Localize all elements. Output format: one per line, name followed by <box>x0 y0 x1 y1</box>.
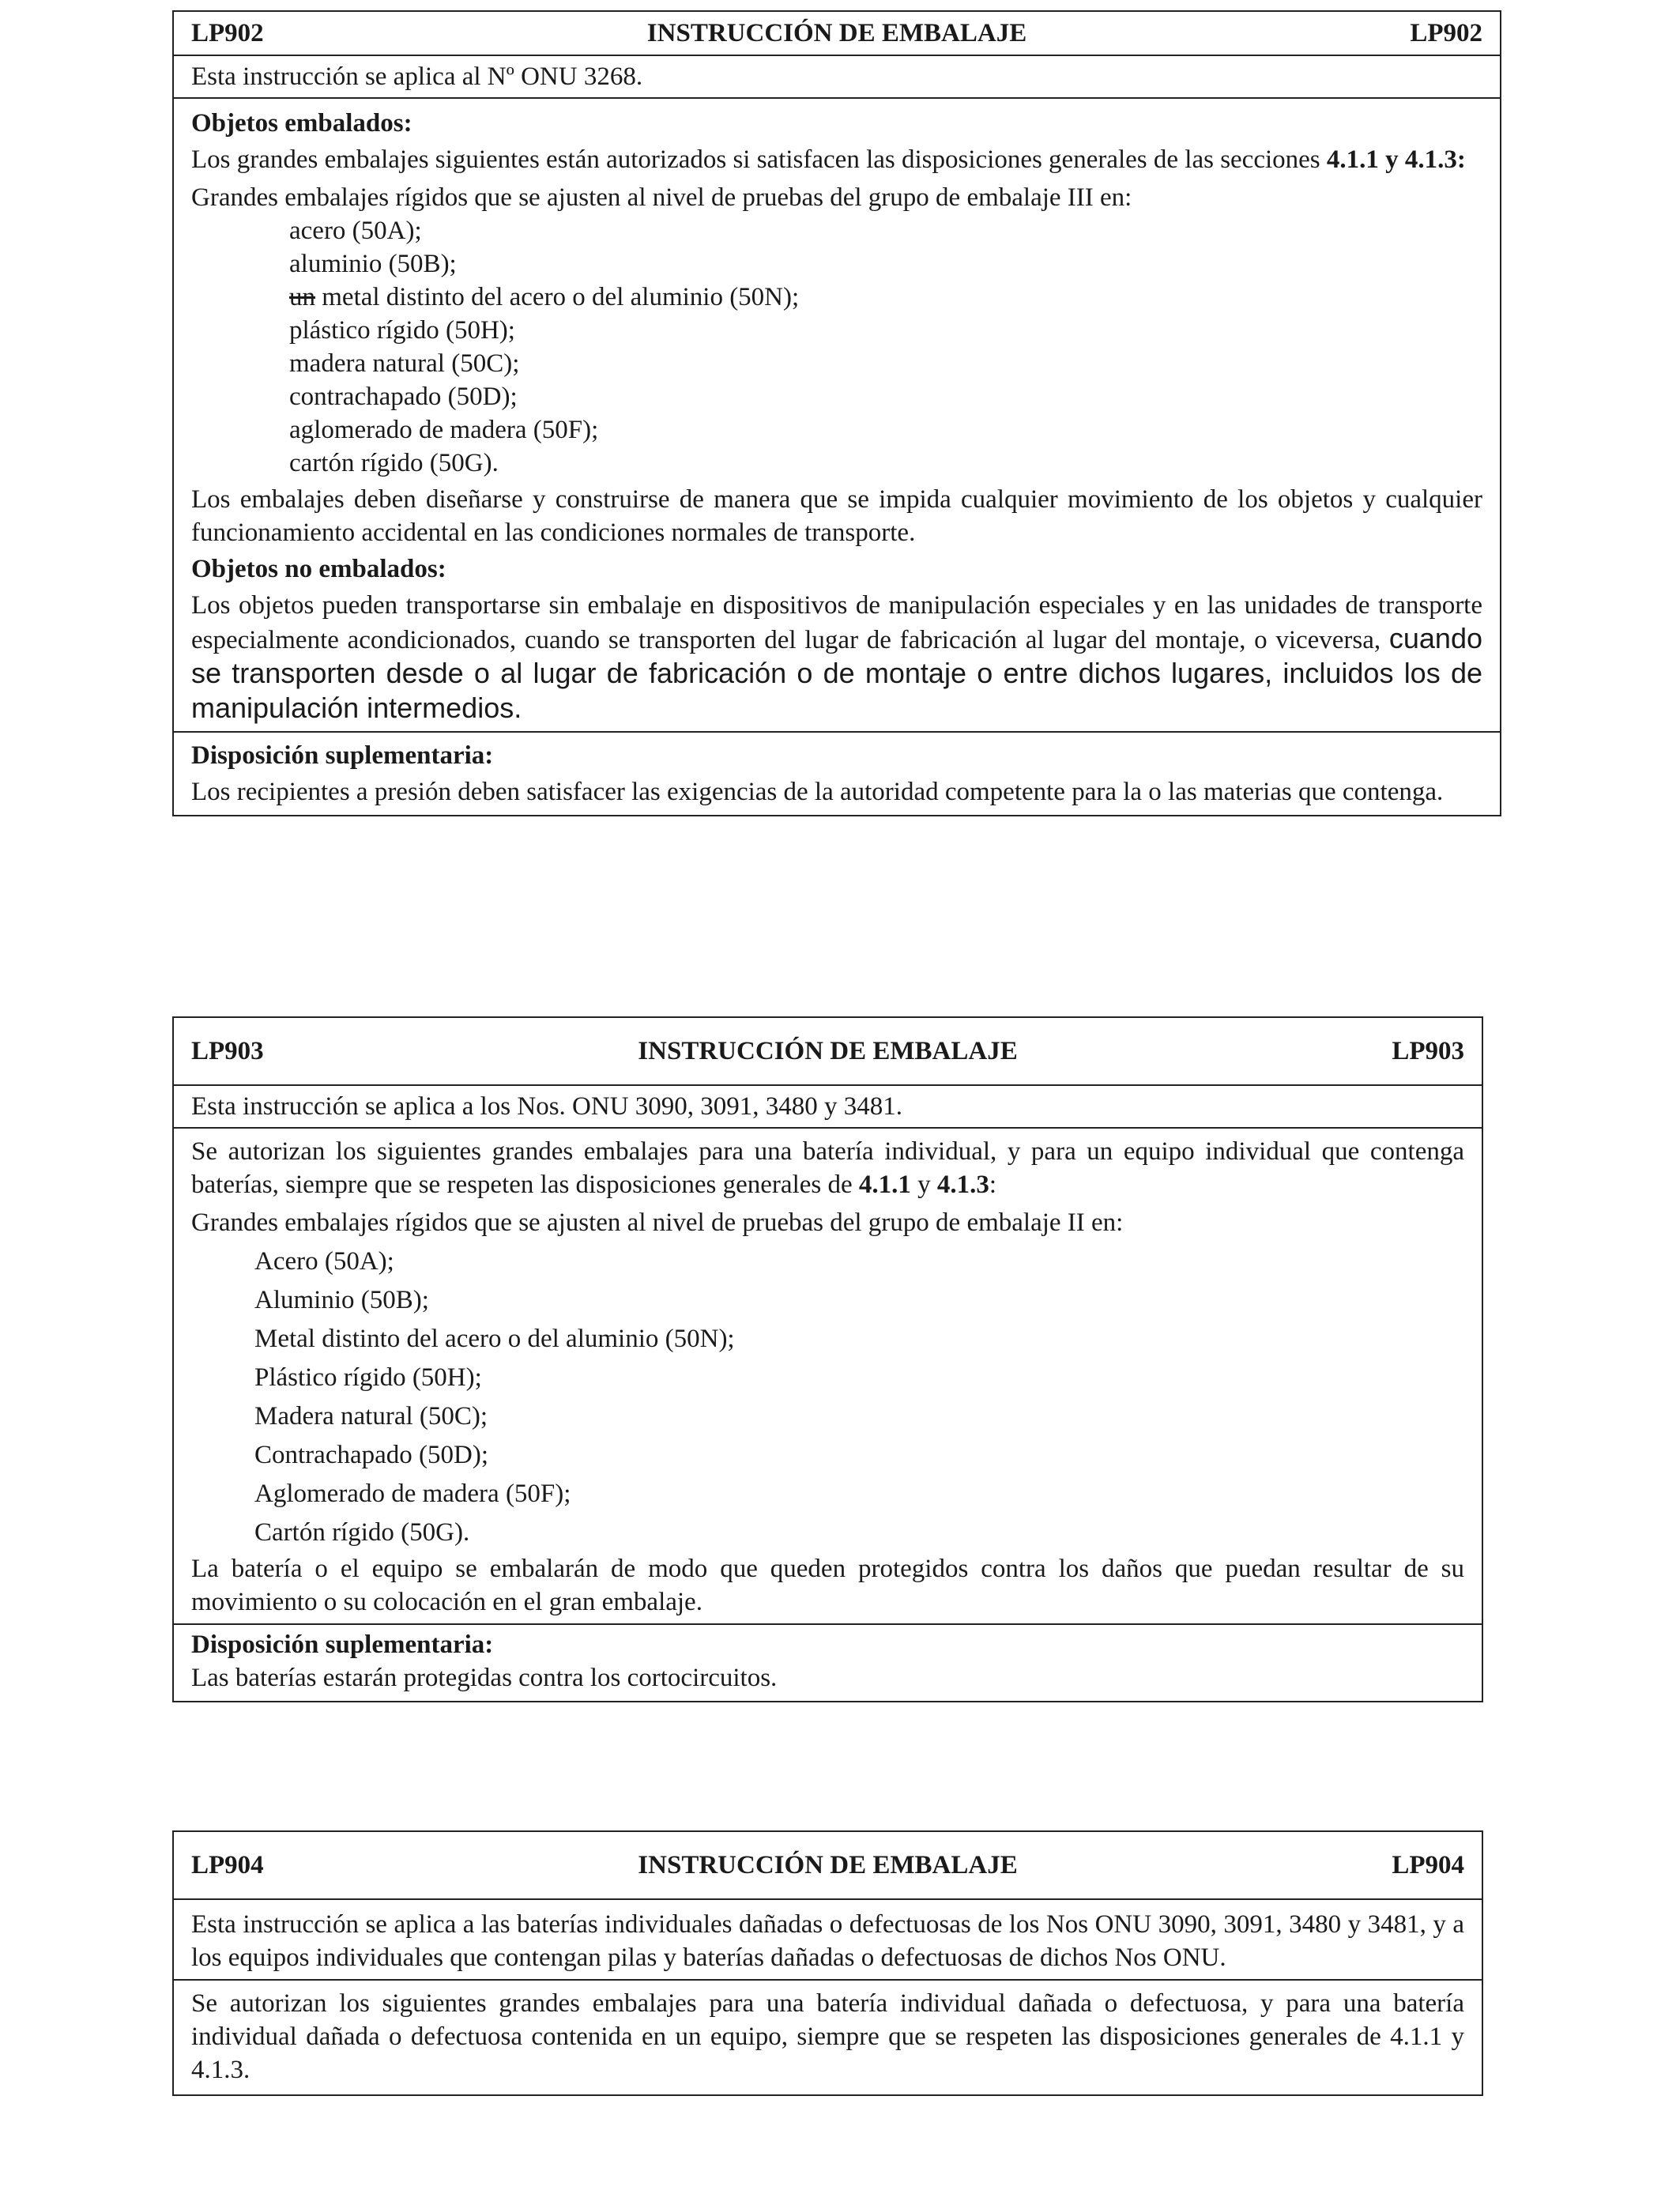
lp902-applies-row <box>174 56 1500 99</box>
lp903-supp-row <box>174 1625 1482 1701</box>
lp902-rigid-intro: Grandes embalajes rígidos que se ajusten al nivel de pruebas del grupo de embalaje III en: <box>191 183 1132 212</box>
lp903-table <box>172 1016 1483 1702</box>
list-item: plástico rígido (50H); <box>289 316 515 345</box>
lp902-unpacked-added: cuando se transporten desde o al lugar de fabricación o de montaje o entre dichos lugares, incluidos los de manipulación intermedios. <box>191 622 1482 724</box>
lp903-supp-heading: Disposición suplementaria: <box>191 1630 494 1659</box>
list-item: Aluminio (50B); <box>254 1286 429 1314</box>
lp903-body-row <box>174 1129 1482 1625</box>
lp902-code-right: LP902 <box>1410 19 1482 47</box>
lp903-intro-text: Se autorizan los siguientes grandes embalajes para una batería individual, y para un equipo individual que contenga baterías, siempre que se respeten las disposiciones generales de <box>191 1137 1464 1199</box>
lp902-table <box>172 10 1501 816</box>
lp902-supp-row <box>174 733 1500 815</box>
lp902-packed-intro-text: Los grandes embalajes siguientes están autorizados si satisfacen las disposiciones generales de las secciones <box>191 145 1327 174</box>
lp903-code-left: LP903 <box>191 1037 264 1065</box>
lp902-applies: Esta instrucción se aplica al Nº ONU 3268. <box>191 62 643 91</box>
struck-word: un <box>289 283 315 311</box>
lp903-materials-list <box>191 1242 1464 1552</box>
lp903-protect-text: La batería o el equipo se embalarán de modo que queden protegidos contra los daños que puedan resultar de su movimiento o su colocación en el gran embalaje. <box>191 1555 1464 1616</box>
list-item: Acero (50A); <box>254 1247 394 1276</box>
lp904-table <box>172 1830 1483 2096</box>
lp903-title: INSTRUCCIÓN DE EMBALAJE <box>638 1037 1018 1065</box>
list-item <box>289 281 1482 314</box>
lp903-applies-row <box>174 1086 1482 1129</box>
lp902-title: INSTRUCCIÓN DE EMBALAJE <box>646 19 1027 47</box>
lp904-code-left: LP904 <box>191 1851 264 1879</box>
list-item: Plástico rígido (50H); <box>254 1363 482 1392</box>
lp904-header <box>174 1832 1482 1900</box>
list-item: Metal distinto del acero o del aluminio (50N); <box>254 1325 735 1353</box>
lp902-materials-list <box>191 214 1482 480</box>
lp902-unpacked-text <box>191 589 1482 726</box>
lp902-supp-text: Los recipientes a presión deben satisfacer las exigencias de la autoridad competente para la o las materias que contenga. <box>191 778 1444 806</box>
lp903-intro-y: y <box>910 1171 937 1199</box>
lp903-applies: Esta instrucción se aplica a los Nos. ONU 3090, 3091, 3480 y 3481. <box>191 1092 903 1121</box>
lp902-packed-intro <box>191 143 1482 176</box>
lp903-ref2: 4.1.3 <box>936 1171 989 1199</box>
lp902-packed-intro-refs: 4.1.1 y 4.1.3: <box>1326 145 1466 174</box>
lp903-header <box>174 1018 1482 1086</box>
lp904-title: INSTRUCCIÓN DE EMBALAJE <box>638 1851 1018 1879</box>
lp903-intro <box>191 1135 1464 1201</box>
lp902-body-row <box>174 99 1500 733</box>
lp902-header <box>174 12 1500 56</box>
lp902-unpacked-base: Los objetos pueden transportarse sin embalaje en dispositivos de manipulación especiales y en las unidades de transporte especialmente acondicionados, cuando se transporten del lugar de fabricación al lugar del montaje, o viceversa, <box>191 591 1482 654</box>
lp903-code-right: LP903 <box>1392 1037 1464 1065</box>
lp904-authorize-row <box>174 1981 1482 2094</box>
lp904-authorize-text: Se autorizan los siguientes grandes embalajes para una batería individual dañada o defectuosa, y para una batería individual dañada o defectuosa contenida en un equipo, siempre que se respeten las disposiciones generales de 4.1.1 y 4.1.3. <box>191 1989 1464 2084</box>
lp903-supp-text: Las baterías estarán protegidas contra los cortocircuitos. <box>191 1664 778 1692</box>
lp904-code-right: LP904 <box>1392 1851 1464 1879</box>
list-item: madera natural (50C); <box>289 349 520 378</box>
lp903-rigid-intro: Grandes embalajes rígidos que se ajusten al nivel de pruebas del grupo de embalaje II en: <box>191 1208 1124 1237</box>
list-item-text: metal distinto del acero o del aluminio (50N); <box>322 283 800 311</box>
lp902-unpacked-heading: Objetos no embalados: <box>191 555 446 583</box>
list-item: aluminio (50B); <box>289 250 457 278</box>
list-item: Madera natural (50C); <box>254 1402 488 1431</box>
lp904-applies-row <box>174 1900 1482 1981</box>
list-item: Cartón rígido (50G). <box>254 1518 470 1547</box>
lp904-applies: Esta instrucción se aplica a las baterías individuales dañadas o defectuosas de los Nos ONU 3090, 3091, 3480 y 3481, y a los equipos individuales que contengan pilas y baterías dañadas o defectuosas de dichos Nos ONU. <box>191 1910 1464 1972</box>
list-item: aglomerado de madera (50F); <box>289 416 599 444</box>
lp903-ref1: 4.1.1 <box>858 1171 911 1199</box>
list-item: cartón rígido (50G). <box>289 449 499 477</box>
list-item: Aglomerado de madera (50F); <box>254 1480 571 1508</box>
lp902-packed-heading: Objetos embalados: <box>191 109 412 138</box>
list-item: contrachapado (50D); <box>289 383 518 411</box>
lp903-intro-end: : <box>989 1171 997 1199</box>
lp902-code-left: LP902 <box>191 19 264 47</box>
lp902-design-text: Los embalajes deben diseñarse y construirse de manera que se impida cualquier movimiento de los objetos y cualquier funcionamiento accidental en las condiciones normales de transporte. <box>191 485 1482 547</box>
list-item: acero (50A); <box>289 217 422 245</box>
list-item: Contrachapado (50D); <box>254 1441 488 1469</box>
lp902-supp-heading: Disposición suplementaria: <box>191 741 494 770</box>
